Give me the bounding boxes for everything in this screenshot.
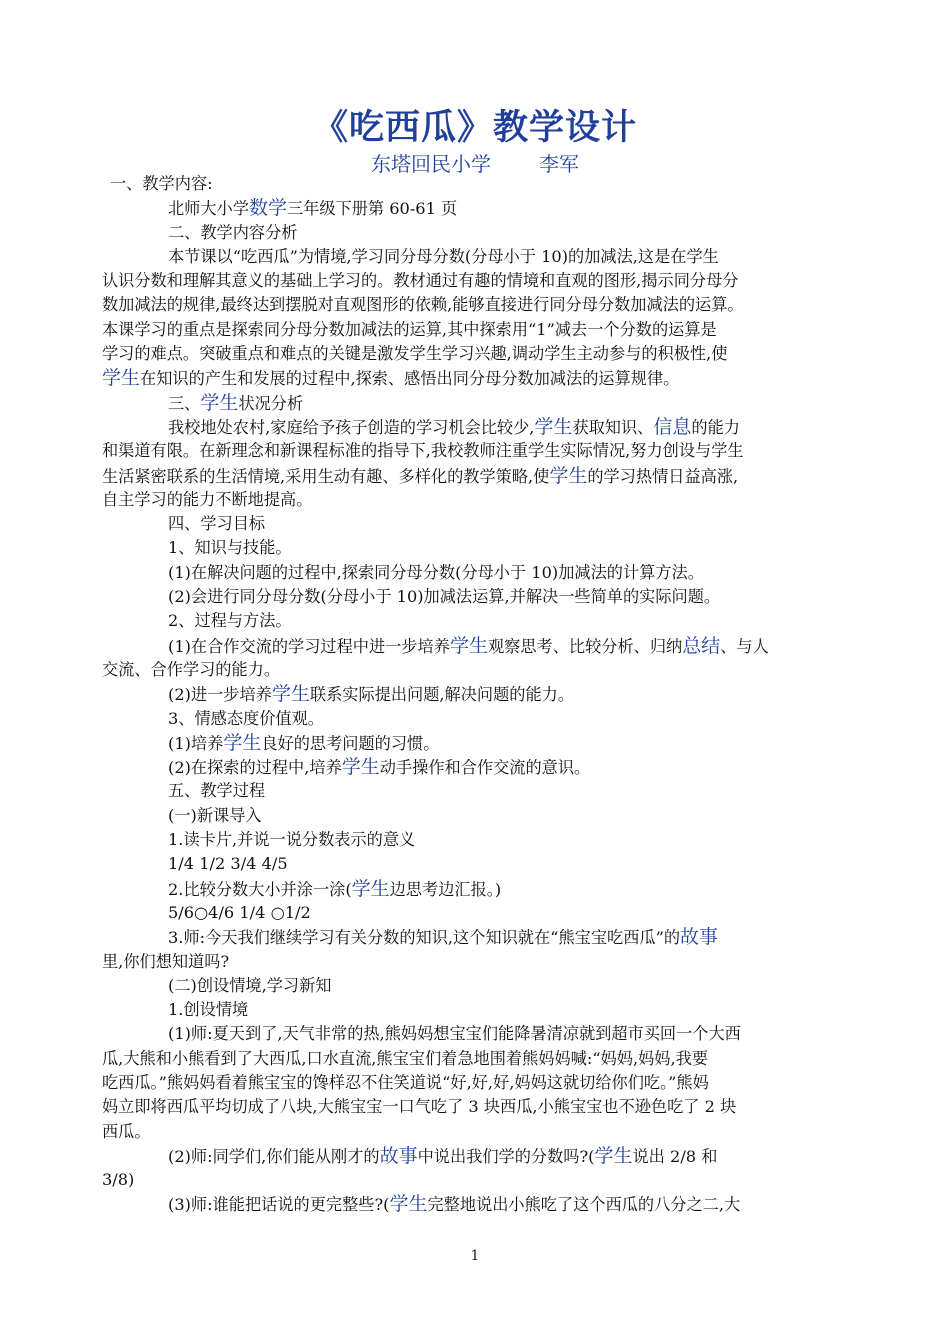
text-run: 西瓜。 [102, 1121, 151, 1141]
text-run: 完整地说出小熊吃了这个西瓜的八分之二,大 [427, 1195, 741, 1215]
text-line [102, 464, 862, 488]
text-run: 二、教学内容分析 [168, 222, 298, 242]
text-line [102, 1022, 862, 1046]
highlighted-term: 信息 [653, 415, 692, 438]
highlighted-term: 学生 [389, 1193, 428, 1216]
highlighted-term: 学生 [449, 634, 488, 657]
text-run: 的能力 [691, 417, 740, 437]
highlighted-term: 学生 [223, 731, 262, 754]
highlighted-term: 学生 [534, 415, 573, 438]
text-line [102, 731, 862, 755]
text-run: (二)创设情境,学习新知 [168, 975, 332, 995]
text-line [102, 561, 862, 585]
text-line [102, 342, 862, 366]
text-run: 5/6○4/6 1/4 ○1/2 [168, 902, 311, 922]
text-run: 、与人 [720, 636, 769, 656]
text-run: 认识分数和理解其意义的基础上学习的。教材通过有趣的情境和直观的图形,揭示同分母分 [102, 271, 739, 291]
text-run: 一、教学内容: [110, 174, 213, 193]
document-title: 《吃西瓜》教学设计 [312, 107, 637, 148]
highlighted-term: 学生 [594, 1144, 633, 1167]
text-run: (1)培养 [168, 733, 224, 753]
highlighted-term: 故事 [680, 926, 719, 949]
highlighted-term: 学生 [271, 683, 310, 706]
text-line [102, 1071, 862, 1095]
author-name: 李军 [539, 152, 579, 176]
text-run: 四、学习目标 [168, 514, 266, 534]
text-run: 的学习热情日益高涨, [587, 466, 739, 486]
text-run: 我校地处农村,家庭给予孩子创造的学习机会比较少, [168, 417, 535, 437]
text-line [102, 755, 862, 779]
text-run: (一)新课导入 [168, 805, 262, 825]
text-run: 1.读卡片,并说一说分数表示的意义 [168, 830, 416, 850]
text-line [102, 877, 862, 901]
text-line [102, 221, 862, 245]
highlighted-term: 总结 [682, 634, 721, 657]
text-line [102, 318, 862, 342]
text-run: 本节课以“吃西瓜”为情境,学习同分母分数(分母小于 10)的加减法,这是在学生 [168, 246, 719, 266]
text-line [102, 828, 862, 852]
text-line [102, 585, 862, 609]
highlighted-term: 数学 [248, 197, 287, 220]
text-line [102, 293, 862, 317]
text-line [102, 682, 862, 706]
text-line [102, 998, 862, 1022]
text-line [102, 1047, 862, 1071]
text-run: 数加减法的规律,最终达到摆脱对直观图形的依赖,能够直接进行同分母分数加减法的运算。 [102, 295, 744, 315]
text-run: 三、 [168, 393, 201, 413]
text-run: 2、过程与方法。 [168, 611, 292, 631]
text-line [102, 245, 862, 269]
text-line [102, 1168, 862, 1192]
text-line [102, 634, 862, 658]
text-run: 在知识的产生和发展的过程中,探索、感悟出同分母分数加减法的运算规律。 [140, 369, 680, 389]
text-run: 动手操作和合作交流的意识。 [379, 758, 591, 778]
text-line [102, 707, 862, 731]
text-line [102, 658, 862, 682]
text-run: 联系实际提出问题,解决问题的能力。 [309, 685, 575, 705]
text-run: (2)进一步培养 [168, 685, 272, 705]
highlighted-term: 学生 [200, 391, 239, 414]
text-run: (1)师:夏天到了,天气非常的热,熊妈妈想宝宝们能降暑清凉就到超市买回一个大西 [168, 1024, 741, 1044]
text-run: 妈立即将西瓜平均切成了八块,大熊宝宝一口气吃了 3 块西瓜,小熊宝宝也不逊色吃了 2 块 [102, 1097, 737, 1117]
text-line [102, 609, 862, 633]
text-run: (1)在合作交流的学习过程中进一步培养 [168, 636, 450, 656]
text-run: 状况分析 [238, 393, 304, 413]
text-run: 三年级下册第 60-61 页 [286, 199, 458, 219]
text-line [102, 901, 862, 925]
text-run: 1、知识与技能。 [168, 538, 292, 558]
text-run: (2)在探索的过程中,培养 [168, 758, 342, 778]
highlighted-term: 故事 [379, 1144, 418, 1167]
text-run: 3.师:今天我们继续学习有关分数的知识,这个知识就在“熊宝宝吃西瓜”的 [168, 928, 681, 948]
highlighted-term: 学生 [549, 464, 588, 487]
text-line [102, 925, 862, 949]
text-line [102, 852, 862, 876]
text-run: (2)师:同学们,你们能从刚才的 [168, 1146, 380, 1166]
text-run: 1.创设情境 [168, 1000, 249, 1020]
text-line [102, 1192, 862, 1216]
text-line [102, 172, 862, 196]
text-run: (3)师:谁能把话说的更完整些?( [168, 1195, 390, 1215]
school-name: 东塔回民小学 [371, 152, 491, 176]
text-run: 3、情感态度价值观。 [168, 708, 324, 728]
text-line [102, 536, 862, 560]
text-line [102, 804, 862, 828]
text-run: 边思考边汇报。) [389, 879, 502, 899]
text-run: 中说出我们学的分数吗?( [417, 1146, 595, 1166]
text-run: 良好的思考问题的习惯。 [261, 733, 440, 753]
text-line [102, 269, 862, 293]
text-run: 吃西瓜。”熊妈妈看着熊宝宝的馋样忍不住笑道说“好,好,好,妈妈这就切给你们吃。”熊妈 [102, 1072, 709, 1092]
text-line [102, 196, 862, 220]
text-line [102, 439, 862, 463]
text-run: 和渠道有限。在新理念和新课程标准的指导下,我校教师注重学生实际情况,努力创设与学生 [102, 441, 744, 461]
text-line [102, 366, 862, 390]
text-run: 本课学习的重点是探索同分母分数加减法的运算,其中探索用“1”减去一个分数的运算是 [102, 319, 717, 339]
text-run: 3/8) [102, 1170, 135, 1190]
text-run: 生活紧密联系的生活情境,采用生动有趣、多样化的教学策略,使 [102, 466, 550, 486]
text-run: 里,你们想知道吗? [102, 951, 230, 971]
text-line [102, 391, 862, 415]
document-body [102, 172, 862, 1217]
text-run: (2)会进行同分母分数(分母小于 10)加减法运算,并解决一些简单的实际问题。 [168, 587, 721, 607]
text-run: 观察思考、比较分析、归纳 [487, 636, 683, 656]
text-line [102, 488, 862, 512]
text-run: 瓜,大熊和小熊看到了大西瓜,口水直流,熊宝宝们着急地围着熊妈妈喊:“妈妈,妈妈,我要 [102, 1048, 709, 1068]
highlighted-term: 学生 [351, 877, 390, 900]
text-line [102, 1144, 862, 1168]
text-run: 学习的难点。突破重点和难点的关键是激发学生学习兴趣,调动学生主动参与的积极性,使 [102, 344, 728, 364]
text-line [102, 974, 862, 998]
text-line [102, 779, 862, 803]
highlighted-term: 学生 [341, 756, 380, 779]
text-line [102, 415, 862, 439]
text-run: 2.比较分数大小并涂一涂( [168, 879, 352, 899]
text-run: 1/4 1/2 3/4 4/5 [168, 854, 288, 874]
text-line [102, 1120, 862, 1144]
text-line [102, 1095, 862, 1119]
text-run: (1)在解决问题的过程中,探索同分母分数(分母小于 10)加减法的计算方法。 [168, 562, 704, 582]
text-line [102, 950, 862, 974]
text-run: 交流、合作学习的能力。 [102, 659, 281, 679]
text-run: 自主学习的能力不断地提高。 [102, 489, 313, 509]
text-run: 五、教学过程 [168, 781, 266, 801]
text-run: 北师大小学 [168, 199, 249, 219]
text-line [102, 512, 862, 536]
text-run: 说出 2/8 和 [632, 1146, 718, 1166]
highlighted-term: 学生 [102, 367, 141, 390]
text-run: 获取知识、 [572, 417, 654, 437]
page-number: 1 [470, 1248, 480, 1264]
